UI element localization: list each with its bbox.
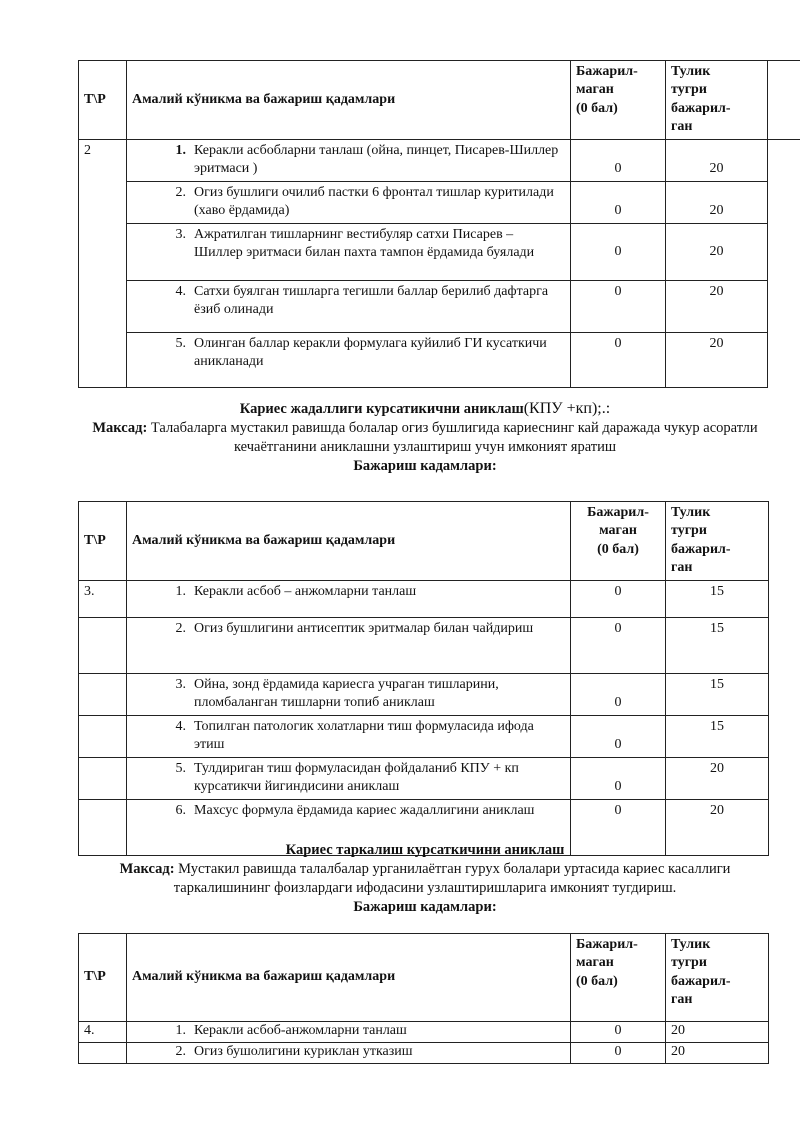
score-zero: 0 (571, 181, 666, 223)
row-number-empty (79, 757, 127, 799)
step-cell: 3. Ойна, зонд ёрдамида кариесга учраган тишларини, пломбаланган тишларни топиб аниклаш (127, 673, 571, 715)
score-full: 20 (666, 1022, 769, 1043)
step-cell: 1. Керакли асбобларни танлаш (ойна, пинцет, Писарев-Шиллер эритмаси ) (127, 139, 571, 181)
step-cell: 4. Топилган патологик холатларни тиш формуласида ифода этиш (127, 715, 571, 757)
row-number: 2 (79, 139, 127, 387)
score-full: 15 (666, 617, 769, 673)
score-full: 20 (666, 757, 769, 799)
step-cell: 5. Олинган баллар керакли формулага куйилиб ГИ кусаткичи аникланади (127, 332, 571, 387)
skills-table-3 (78, 933, 769, 1064)
score-full: 15 (666, 673, 769, 715)
row-number: 4. (79, 1022, 127, 1043)
step-cell: 2. Огиз бушлигини антисептик эритмалар билан чайдириш (127, 617, 571, 673)
header-done: Тулик тугри бажарил- ган (666, 934, 769, 1022)
step-cell: 1. Керакли асбоб – анжомларни танлаш (127, 580, 571, 617)
score-zero: 0 (571, 617, 666, 673)
step-cell: 6. Махсус формула ёрдамида кариес жадаллигини аниклаш (127, 799, 571, 855)
score-zero: 0 (571, 332, 666, 387)
score-zero: 0 (571, 580, 666, 617)
score-zero: 0 (571, 673, 666, 715)
section-caries-intensity (80, 398, 770, 477)
score-zero: 0 (571, 715, 666, 757)
score-zero: 0 (571, 757, 666, 799)
section-caries-prevalence (80, 841, 770, 918)
step-cell: 3. Ажратилган тишларнинг вестибуляр сатхи Писарев – Шиллер эритмаси билан пахта тампон ёрдамида буялади (127, 223, 571, 280)
section-goal: Максад: Мустакил равишда талалбалар урганилаётган гурух болалари уртасида кариес касаллиги таркалишининг фоизлардаги ифодасини узлаштиришларига имконият тугдириш. (119, 861, 731, 897)
score-full: 15 (666, 580, 769, 617)
score-zero: 0 (571, 223, 666, 280)
score-full: 20 (666, 223, 768, 280)
score-full: 20 (666, 799, 769, 855)
step-cell: 2. Огиз бушолигини куриклан утказиш (127, 1043, 571, 1064)
header-not-done: Бажарил- маган (0 бал) (571, 934, 666, 1022)
score-zero: 0 (571, 1022, 666, 1043)
score-zero: 0 (571, 1043, 666, 1064)
header-skill: Амалий кўникма ва бажариш қадамлари (127, 934, 571, 1022)
header-not-done: Бажарил- маган (0 бал) (571, 61, 666, 140)
row-number: 3. (79, 580, 127, 617)
score-full: 15 (666, 715, 769, 757)
row-number-empty (79, 673, 127, 715)
score-zero: 0 (571, 799, 666, 855)
skills-table-1 (78, 60, 800, 388)
score-full: 20 (666, 181, 768, 223)
header-done: Тулик тугри бажарил- ган (666, 502, 769, 581)
header-blank-cell (768, 61, 800, 140)
step-cell: 1. Керакли асбоб-анжомларни танлаш (127, 1022, 571, 1043)
row-number-empty (79, 617, 127, 673)
header-tr: Т\Р (79, 934, 127, 1022)
score-full: 20 (666, 139, 768, 181)
steps-heading: Бажариш кадамлари: (353, 899, 497, 916)
section-title: Кариес таркалиш курсаткичини аниклаш (285, 842, 565, 858)
step-cell: 5. Тулдириган тиш формуласидан фойдаланиб КПУ + кп курсатикчи йигиндисини аниклаш (127, 757, 571, 799)
section-goal: Максад: Талабаларга мустакил равишда болалар огиз бушлигида кариеснинг кай даражада чукур асоратли кечаётганини аниклашни узлаштириш учун имконият яратиш (92, 420, 758, 456)
header-skill: Амалий кўникма ва бажариш қадамлари (127, 61, 571, 140)
row-number-empty (79, 715, 127, 757)
score-full: 20 (666, 280, 768, 332)
header-not-done: Бажарил- маган (0 бал) (571, 502, 666, 581)
step-cell: 4. Сатхи буялган тишларга тегишли баллар берилиб дафтарга ёзиб олинади (127, 280, 571, 332)
header-done: Тулик тугри бажарил- ган (666, 61, 768, 140)
steps-heading: Бажариш кадамлари: (353, 458, 497, 475)
score-full: 20 (666, 332, 768, 387)
section-title: Кариес жадаллиги курсатикични аниклаш(КПУ +кп);.: (239, 400, 611, 417)
header-skill: Амалий кўникма ва бажариш қадамлари (127, 502, 571, 581)
score-zero: 0 (571, 139, 666, 181)
score-zero: 0 (571, 280, 666, 332)
header-tr: Т\Р (79, 61, 127, 140)
skills-table-2 (78, 501, 769, 856)
row-number-empty (79, 1043, 127, 1064)
step-cell: 2. Огиз бушлиги очилиб пастки 6 фронтал тишлар куритилади (хаво ёрдамида) (127, 181, 571, 223)
header-tr: Т\Р (79, 502, 127, 581)
score-full: 20 (666, 1043, 769, 1064)
